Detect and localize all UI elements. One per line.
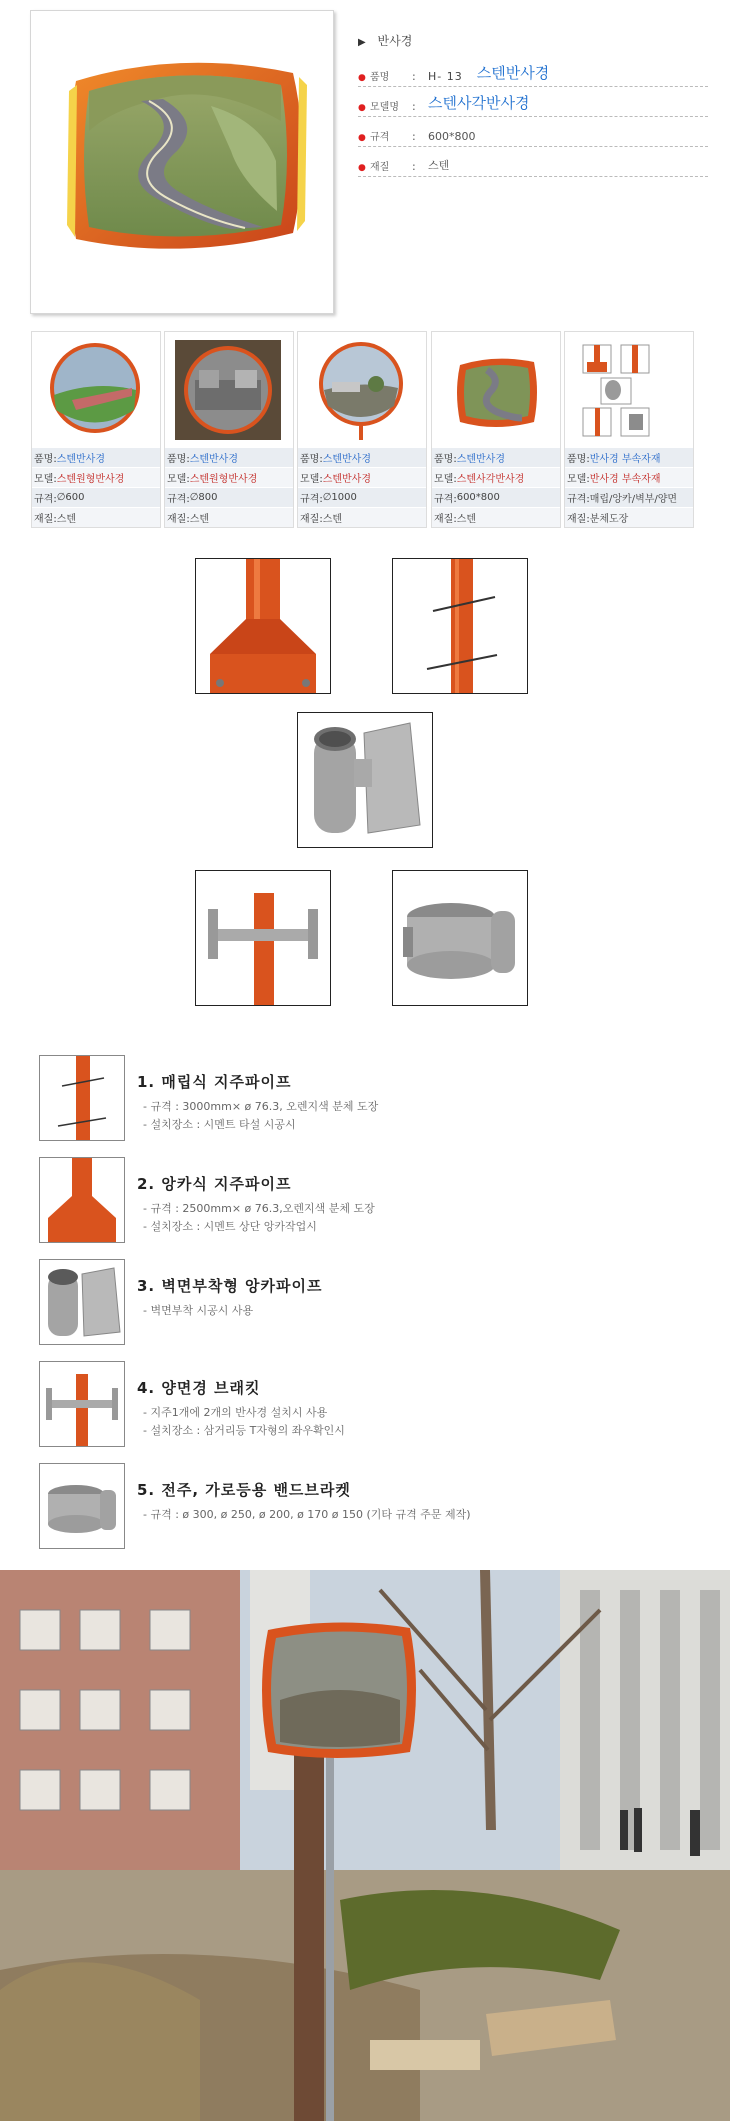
anchor-pipe-icon	[40, 1158, 124, 1242]
thumbnail-card[interactable]	[431, 331, 561, 528]
buried-pipe-photo	[392, 558, 528, 694]
thumbnail-card[interactable]	[564, 331, 694, 528]
band-bracket-image	[393, 871, 527, 1005]
part-3-thumb	[39, 1259, 125, 1345]
double-bracket-photo	[195, 870, 331, 1006]
colon: :	[412, 160, 416, 173]
spec-row-product	[358, 57, 708, 87]
value: 스텐사각반사경	[456, 474, 525, 485]
value: 매립/앙카/벽부/양면	[589, 494, 678, 505]
label: 규격:	[34, 494, 57, 505]
value: 스텐	[322, 514, 343, 525]
part-desc-line: - 지주1개에 2개의 반사경 설치시 사용	[143, 1406, 328, 1419]
anchor-pipe-image	[196, 559, 330, 693]
part-4-thumb	[39, 1361, 125, 1447]
category-heading	[358, 32, 708, 49]
main-product-photo	[30, 10, 334, 314]
spec-label: 재질	[370, 162, 390, 173]
value: ∅1000	[322, 492, 357, 503]
value: 600*800	[456, 492, 500, 503]
part-title: 2. 앙카식 지주파이프	[137, 1175, 292, 1193]
size-value: 600*800	[428, 130, 476, 143]
part-3-text	[137, 1275, 697, 1320]
label: 재질:	[34, 514, 57, 525]
bullet-icon: ●	[358, 73, 366, 83]
part-1-thumb	[39, 1055, 125, 1141]
spec-label: 품명	[370, 72, 390, 83]
label: 규격:	[567, 494, 590, 505]
bullet-icon: ●	[358, 103, 366, 113]
square-mirror-thumb-image	[442, 340, 548, 440]
wall-mount-pipe-icon	[40, 1260, 124, 1344]
value: 분체도장	[589, 514, 629, 525]
colon: :	[412, 100, 416, 113]
label: 모델:	[167, 474, 190, 485]
part-desc-line: - 설치장소 : 삼거리등 T자형의 좌우확인시	[143, 1424, 345, 1437]
value: ∅600	[56, 492, 85, 503]
product-spec-panel	[358, 32, 708, 177]
label: 재질:	[167, 514, 190, 525]
label: 모델:	[434, 474, 457, 485]
part-desc-line: - 규격 : ø 300, ø 250, ø 200, ø 170 ø 150 (기타 규격 주문 제작)	[143, 1508, 471, 1521]
product-code: H- 13	[428, 70, 463, 83]
label: 규격:	[300, 494, 323, 505]
spec-row-model	[358, 87, 708, 117]
part-4-text	[137, 1377, 697, 1440]
part-5-text	[137, 1479, 717, 1524]
spec-row-material	[358, 147, 708, 177]
label: 모델:	[34, 474, 57, 485]
product-name: 스텐반사경	[476, 64, 550, 82]
double-bracket-icon	[40, 1362, 124, 1446]
thumbnail-card[interactable]	[164, 331, 294, 528]
value: 스텐	[56, 514, 77, 525]
label: 품명:	[34, 454, 57, 465]
bullet-icon: ●	[358, 133, 366, 143]
thumbnail-card[interactable]	[31, 331, 161, 528]
part-desc-line: - 규격 : 2500mm× ø 76.3,오렌지색 분체 도장	[143, 1202, 375, 1215]
wall-mount-pipe-image	[298, 713, 432, 847]
label: 품명:	[567, 454, 590, 465]
label: 품명:	[434, 454, 457, 465]
square-mirror-image	[31, 11, 333, 313]
value: 반사경 부속자재	[589, 454, 661, 465]
triangle-bullet-icon: ▶	[358, 37, 366, 48]
part-title: 1. 매립식 지주파이프	[137, 1073, 292, 1091]
double-bracket-image	[196, 871, 330, 1005]
label: 규격:	[434, 494, 457, 505]
label: 재질:	[567, 514, 590, 525]
installed-mirror-scene-image	[0, 1570, 730, 2121]
buried-pipe-image	[393, 559, 527, 693]
model-name: 스텐사각반사경	[428, 94, 530, 112]
part-desc-line: - 규격 : 3000mm× ø 76.3, 오렌지색 분체 도장	[143, 1100, 379, 1113]
part-desc-line: - 벽면부착 시공시 사용	[143, 1304, 254, 1317]
part-desc-line: - 설치장소 : 시멘트 상단 앙카작업시	[143, 1220, 317, 1233]
part-title: 3. 벽면부착형 앙카파이프	[137, 1277, 323, 1295]
spec-label: 모델명	[370, 102, 399, 113]
value: 스텐반사경	[322, 474, 372, 485]
label: 품명:	[300, 454, 323, 465]
material-value: 스텐	[428, 159, 450, 172]
round-mirror-600-image	[42, 340, 148, 440]
installation-photo	[0, 1570, 730, 2121]
round-mirror-800-image	[175, 340, 281, 440]
part-1-text	[137, 1071, 697, 1134]
label: 품명:	[167, 454, 190, 465]
part-2-thumb	[39, 1157, 125, 1243]
spec-row-size	[358, 117, 708, 147]
part-desc-line: - 설치장소 : 시멘트 타설 시공시	[143, 1118, 296, 1131]
spec-label: 규격	[370, 132, 390, 143]
value: 스텐반사경	[56, 454, 106, 465]
label: 모델:	[300, 474, 323, 485]
band-bracket-icon	[40, 1464, 124, 1548]
part-title: 4. 양면경 브래킷	[137, 1379, 261, 1397]
value: 반사경 부속자재	[589, 474, 661, 485]
label: 규격:	[167, 494, 190, 505]
value: 스텐원형반사경	[56, 474, 125, 485]
value: 스텐반사경	[322, 454, 372, 465]
label: 모델:	[567, 474, 590, 485]
value: 스텐반사경	[189, 454, 239, 465]
wall-mount-pipe-photo	[297, 712, 433, 848]
colon: :	[412, 130, 416, 143]
colon: :	[412, 70, 416, 83]
value: 스텐	[189, 514, 210, 525]
anchor-pipe-photo	[195, 558, 331, 694]
category-label: 반사경	[377, 34, 413, 48]
value: 스텐반사경	[456, 454, 506, 465]
label: 재질:	[434, 514, 457, 525]
band-bracket-photo	[392, 870, 528, 1006]
round-mirror-1000-image	[308, 340, 414, 440]
value: ∅800	[189, 492, 218, 503]
accessory-parts-image	[575, 340, 681, 440]
part-2-text	[137, 1173, 697, 1236]
part-5-thumb	[39, 1463, 125, 1549]
part-title: 5. 전주, 가로등용 밴드브라켓	[137, 1481, 351, 1499]
thumbnail-card[interactable]	[297, 331, 427, 528]
label: 재질:	[300, 514, 323, 525]
value: 스텐	[456, 514, 477, 525]
value: 스텐원형반사경	[189, 474, 258, 485]
bullet-icon: ●	[358, 163, 366, 173]
buried-pipe-icon	[40, 1056, 124, 1140]
